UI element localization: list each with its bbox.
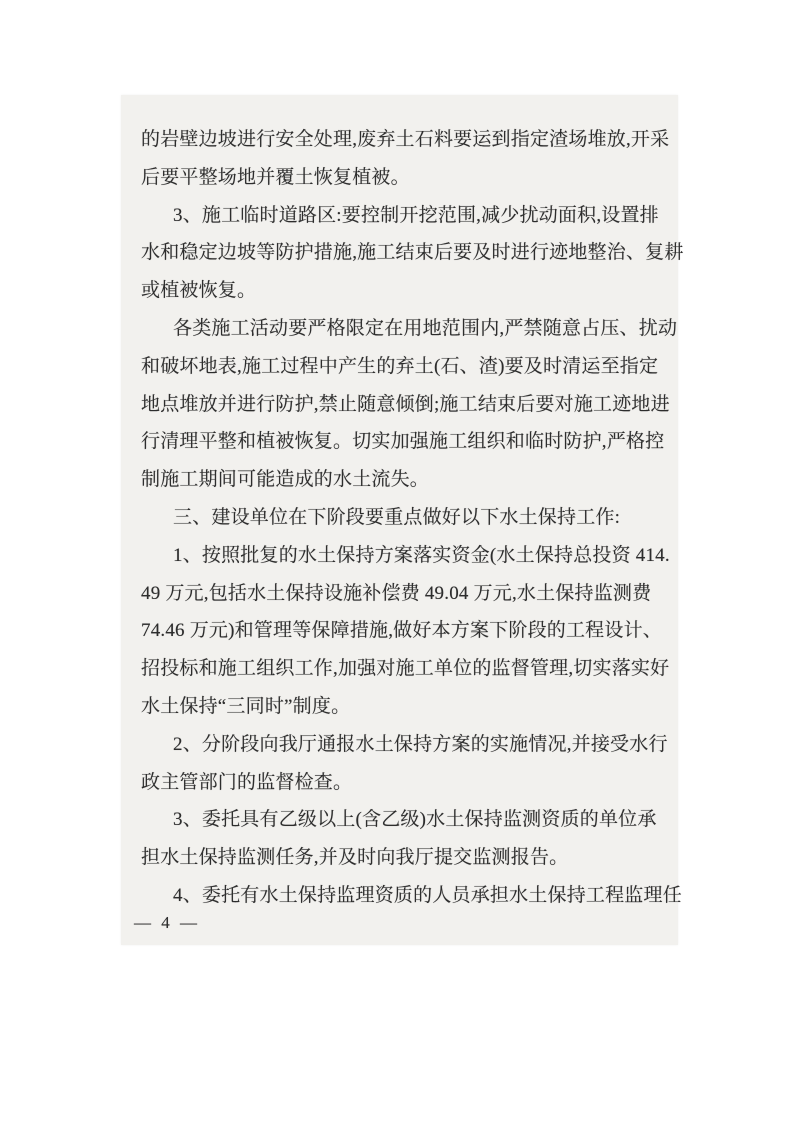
page-number: — 4 — (134, 913, 200, 932)
text-line: 49 万元,包括水土保持设施补偿费 49.04 万元,水土保持监测费 (141, 582, 652, 604)
text-line: 3、委托具有乙级以上(含乙级)水土保持监测资质的单位承 (173, 809, 657, 831)
text-line: 后要平整场地并覆土恢复植被。 (141, 166, 410, 188)
text-line: 水和稳定边坡等防护措施,施工结束后要及时进行迹地整治、复耕 (141, 242, 684, 264)
text-line: 担水土保持监测任务,并及时向我厅提交监测报告。 (141, 847, 569, 869)
text-line: 74.46 万元)和管理等保障措施,做好本方案下阶段的工程设计、 (141, 620, 662, 642)
text-line: 4、委托有水土保持监理资质的人员承担水土保持工程监理任 (173, 884, 682, 906)
text-line: 3、施工临时道路区:要控制开挖范围,减少扰动面积,设置排 (173, 204, 659, 226)
text-line: 行清理平整和植被恢复。切实加强施工组织和临时防护,严格控 (141, 431, 665, 453)
text-line: 水土保持“三同时”制度。 (141, 695, 351, 717)
text-line: 2、分阶段向我厅通报水土保持方案的实施情况,并接受水行 (173, 733, 668, 755)
text-line: 招投标和施工组织工作,加强对施工单位的监督管理,切实落实好 (141, 658, 670, 680)
text-line: 制施工期间可能造成的水土流失。 (141, 469, 430, 491)
text-line: 的岩壁边坡进行安全处理,废弃土石料要运到指定渣场堆放,开采 (141, 129, 670, 150)
document-text-block (141, 121, 684, 915)
scanned-page (121, 95, 684, 945)
text-line: 或植被恢复。 (141, 280, 257, 302)
text-line: 三、建设单位在下阶段要重点做好以下水土保持工作: (173, 506, 621, 528)
text-line: 各类施工活动要严格限定在用地范围内,严禁随意占压、扰动 (173, 317, 678, 339)
text-line: 政主管部门的监督检查。 (141, 771, 353, 793)
text-line: 地点堆放并进行防护,禁止随意倾倒;施工结束后要对施工迹地进 (141, 393, 670, 415)
text-line: 和破坏地表,施工过程中产生的弃土(石、渣)要及时清运至指定 (141, 355, 659, 377)
text-line: 1、按照批复的水土保持方案落实资金(水土保持总投资 414. (173, 544, 670, 566)
